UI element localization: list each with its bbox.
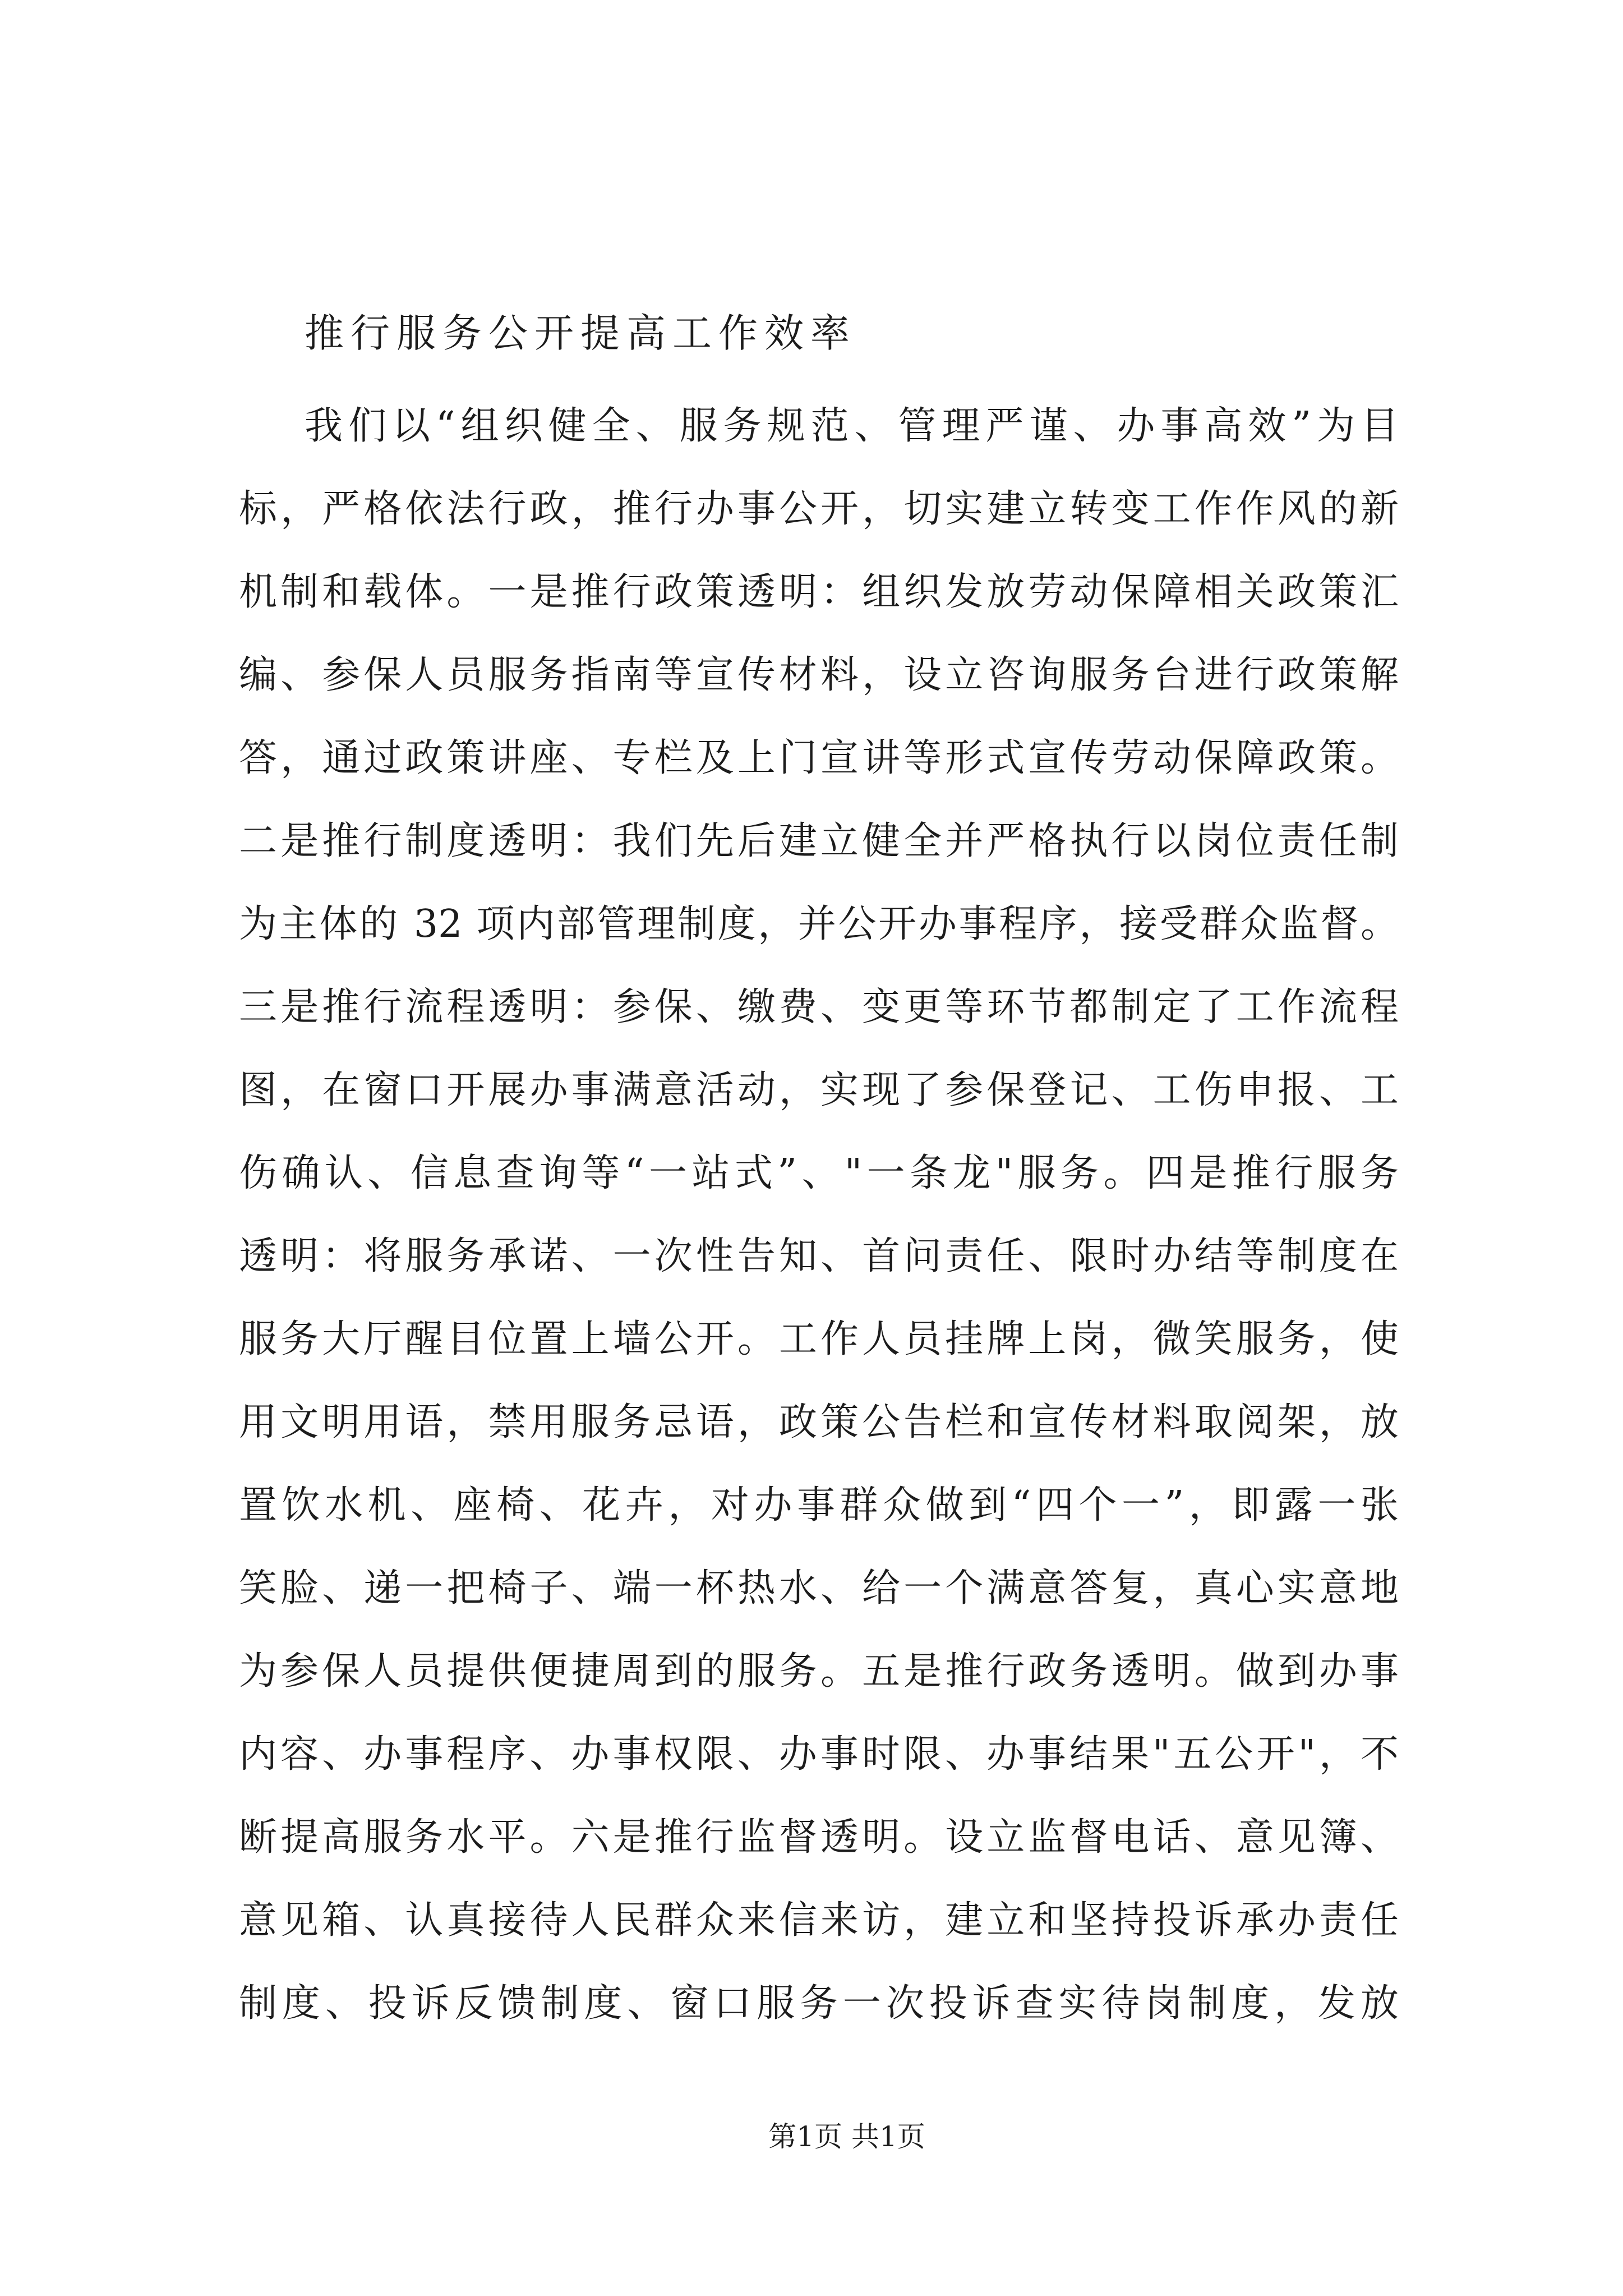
page-number-footer: 第1页 共1页	[768, 2120, 925, 2153]
body-line: 服务大厅醒目位置上墙公开。工作人员挂牌上岗，微笑服务，使	[239, 1317, 1399, 1361]
body-line: 编、参保人员服务指南等宣传材料，设立咨询服务台进行政策解	[239, 653, 1399, 697]
body-line: 断提高服务水平。六是推行监督透明。设立监督电话、意见簿、	[239, 1815, 1399, 1860]
body-line: 置饮水机、座椅、花卉，对办事群众做到“四个一”，即露一张	[239, 1483, 1399, 1527]
body-line: 答，通过政策讲座、专栏及上门宣讲等形式宣传劳动保障政策。	[239, 736, 1399, 780]
body-line: 标，严格依法行政，推行办事公开，切实建立转变工作作风的新	[239, 487, 1399, 531]
body-line: 透明：将服务承诺、一次性告知、首问责任、限时办结等制度在	[239, 1234, 1399, 1278]
body-line: 为主体的 32 项内部管理制度，并公开办事程序，接受群众监督。	[239, 902, 1399, 946]
body-line: 笑脸、递一把椅子、端一杯热水、给一个满意答复，真心实意地	[239, 1566, 1399, 1611]
body-line: 为参保人员提供便捷周到的服务。五是推行政务透明。做到办事	[239, 1649, 1399, 1694]
body-line: 制度、投诉反馈制度、窗口服务一次投诉查实待岗制度，发放	[239, 1981, 1399, 2026]
body-line: 机制和载体。一是推行政策透明：组织发放劳动保障相关政策汇	[239, 570, 1399, 614]
body-line: 三是推行流程透明：参保、缴费、变更等环节都制定了工作流程	[239, 985, 1399, 1029]
body-line: 我们以“组织健全、服务规范、管理严谨、办事高效”为目	[305, 404, 1399, 448]
body-line: 内容、办事程序、办事权限、办事时限、办事结果"五公开"，不	[239, 1732, 1399, 1777]
body-line: 用文明用语，禁用服务忌语，政策公告栏和宣传材料取阅架，放	[239, 1400, 1399, 1444]
body-line: 意见箱、认真接待人民群众来信来访，建立和坚持投诉承办责任	[239, 1898, 1399, 1943]
document-body	[239, 385, 1399, 2045]
body-line: 伤确认、信息查询等“一站式”、"一条龙"服务。四是推行服务	[239, 1151, 1399, 1195]
document-title: 推行服务公开提高工作效率	[305, 310, 856, 356]
body-line: 二是推行制度透明：我们先后建立健全并严格执行以岗位责任制	[239, 819, 1399, 863]
body-line: 图，在窗口开展办事满意活动，实现了参保登记、工伤申报、工	[239, 1068, 1399, 1112]
